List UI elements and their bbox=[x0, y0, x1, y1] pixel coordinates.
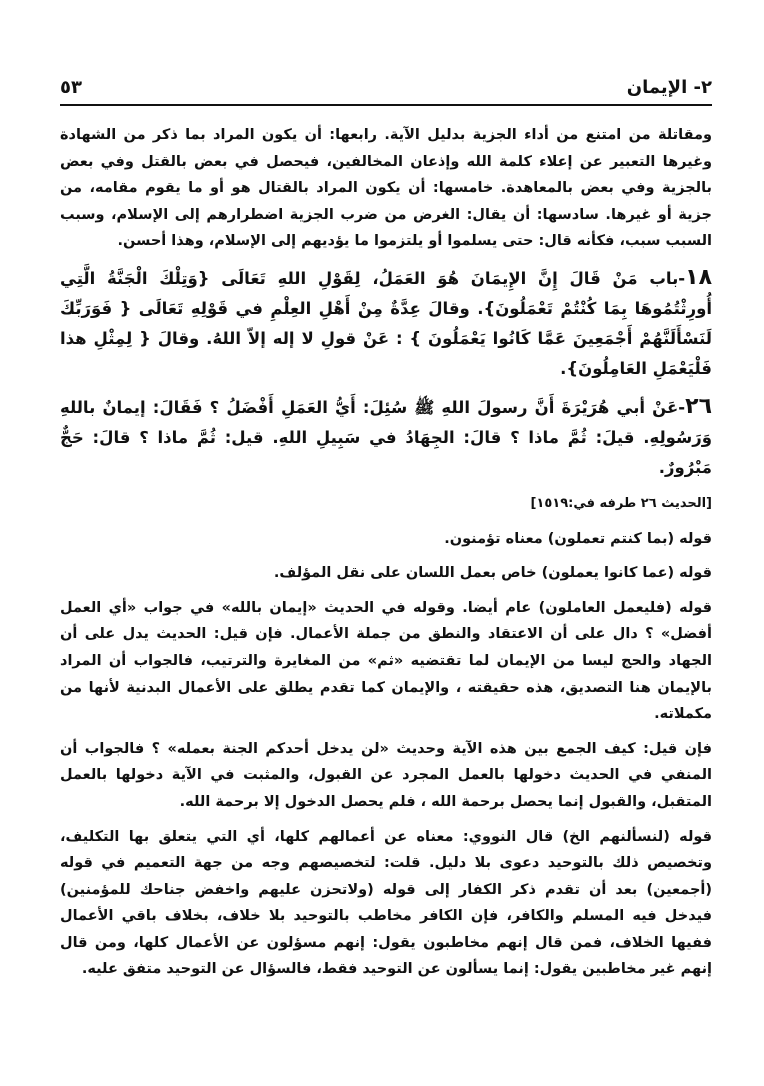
chapter-heading bbox=[60, 263, 712, 384]
qawl-label: قوله bbox=[679, 565, 712, 582]
page-number: ٥٣ bbox=[60, 77, 82, 98]
hadith-reference: [الحديث ٢٦ طرفه في:١٥١٩] bbox=[530, 495, 712, 511]
qawl-label: قوله bbox=[679, 599, 712, 616]
commentary-paragraph-4 bbox=[60, 595, 712, 728]
commentary-paragraph-3 bbox=[60, 560, 712, 587]
page-header bbox=[60, 58, 712, 106]
commentary-text: (عما كانوا يعملون) خاص بعمل اللسان على نقل المؤلف. bbox=[273, 565, 680, 582]
commentary-paragraph-6 bbox=[60, 824, 712, 984]
qawl-label: قوله bbox=[679, 530, 712, 547]
commentary-paragraph-1: ومقاتلة من امتنع من أداء الجزية بدليل الآية. رابعها: أن يكون المراد بما ذكر من الشهادة وغيرها التعبير عن إعلاء كلمة الله وإذعان المخالفين، فيحصل في بعض بالقتل وفي بعض بالجزية وفي بعض بالمعاهدة. خامسها: أن يكون المراد بالقتال هو أو ما يقوم مقامه، من جزية أو غيرها. سادسها: أن يقال: الغرض من ضرب الجزية اضطرارهم إلى الإسلام، وسبب السبب سبب، فكأنه قال: حتى يسلموا أو يلتزموا ما يؤديهم إلى الإسلام، وهذا أحسن. bbox=[60, 127, 712, 250]
hadith-text bbox=[60, 392, 712, 483]
commentary-paragraph-2 bbox=[60, 526, 712, 553]
page-body bbox=[60, 122, 712, 991]
commentary-paragraph-5: فإن قيل: كيف الجمع بين هذه الآية وحديث «لن يدخل أحدكم الجنة بعمله» ؟ فالجواب أن المنفي في الحديث دخولها بالعمل المجرد عن القبول، والمثبت في الآية دخولها بالعمل المتقبل، والقبول إنما يحصل برحمة الله ، فلم يحصل الدخول إلا برحمة الله. bbox=[60, 740, 712, 810]
chapter-title: ٢- الإيمان bbox=[626, 77, 712, 98]
commentary-text: (لنسألنهم الخ) قال النووي: معناه عن أعمالهم كلها، أي التي يتعلق بها التكليف، وتخصيص ذلك بالتوحيد دعوى بلا دليل. قلت: لتخصيصهم وجه من جهة التعميم في قوله (أجمعين) بعد أن تقدم ذكر الكفار إلى قوله (ولاتحزن عليهم واخفض جناحك للمؤمنين) فيدخل فيه المسلم والكافر، فإن الكافر مخاطب بالتوحيد بلا خلاف، بخلاف باقي الأعمال ففيها الخلاف، فمن قال إنهم مخاطبون يقول: إنهم مسؤلون عن الأعمال كلها، ومن قال إنهم غير مخاطبين يقول: إنما يسألون عن التوحيد فقط، فالسؤال عن التوحيد متفق عليه. bbox=[60, 828, 712, 978]
chapter-number: ١٨ bbox=[685, 264, 712, 290]
commentary-text: (بما كنتم تعملون) معناه تؤمنون. bbox=[444, 530, 680, 547]
hadith-number: ٢٦ bbox=[685, 393, 712, 419]
commentary-text: (فليعمل العاملون) عام أيضا. وقوله في الحديث «إيمان بالله» في جواب «أي العمل أفضل» ؟ دال على أن الاعتقاد والنطق من جملة الأعمال. فإن قيل: الحديث يدل على أن الجهاد والحج ليسا من الإيمان لما تقتضيه «ثم» من المغايرة والترتيب، فالجواب أن المراد بالإيمان هنا التصديق، هذه حقيقته ، والإيمان كما تقدم يطلق على الأعمال البدنية لأنها من مكملاته. bbox=[60, 599, 712, 723]
chapter-heading-text: -باب مَنْ قَالَ إِنَّ الإِيمَانَ هُوَ العَمَلُ، لِقَوْلِ اللهِ تَعَالَى {وَتِلْكَ الْجَنَّةُ الَّتِي أُورِثْتُمُوهَا بِمَا كُنْتُمْ تَعْمَلُونَ}. وقالَ عِدَّةٌ مِنْ أَهْلِ العِلْمِ في قَوْلِهِ تَعَالَى { فَوَرَبِّكَ لَنَسْأَلَنَّهُمْ أَجْمَعِينَ عَمَّا كَانُوا يَعْمَلُونَ } : عَنْ قولِ لا إله إلاّ اللهُ. وقالَ { لِمِثْلِ هذا فَلْيَعْمَلِ العَامِلُونَ}. bbox=[60, 268, 712, 378]
hadith-body: -عَنْ أبي هُرَيْرَةَ أَنَّ رسولَ اللهِ ﷺ سُئِلَ: أَيُّ العَمَلِ أَفْضَلُ ؟ فَقَالَ: إيمانٌ باللهِ وَرَسُولِهِ. قيلَ: ثُمَّ ماذا ؟ قالَ: الجِهَادُ في سَبِيلِ اللهِ. قيل: ثُمَّ ماذا ؟ قالَ: حَجٌّ مَبْرُورٌ. bbox=[60, 397, 712, 477]
qawl-label: قوله bbox=[679, 828, 712, 845]
